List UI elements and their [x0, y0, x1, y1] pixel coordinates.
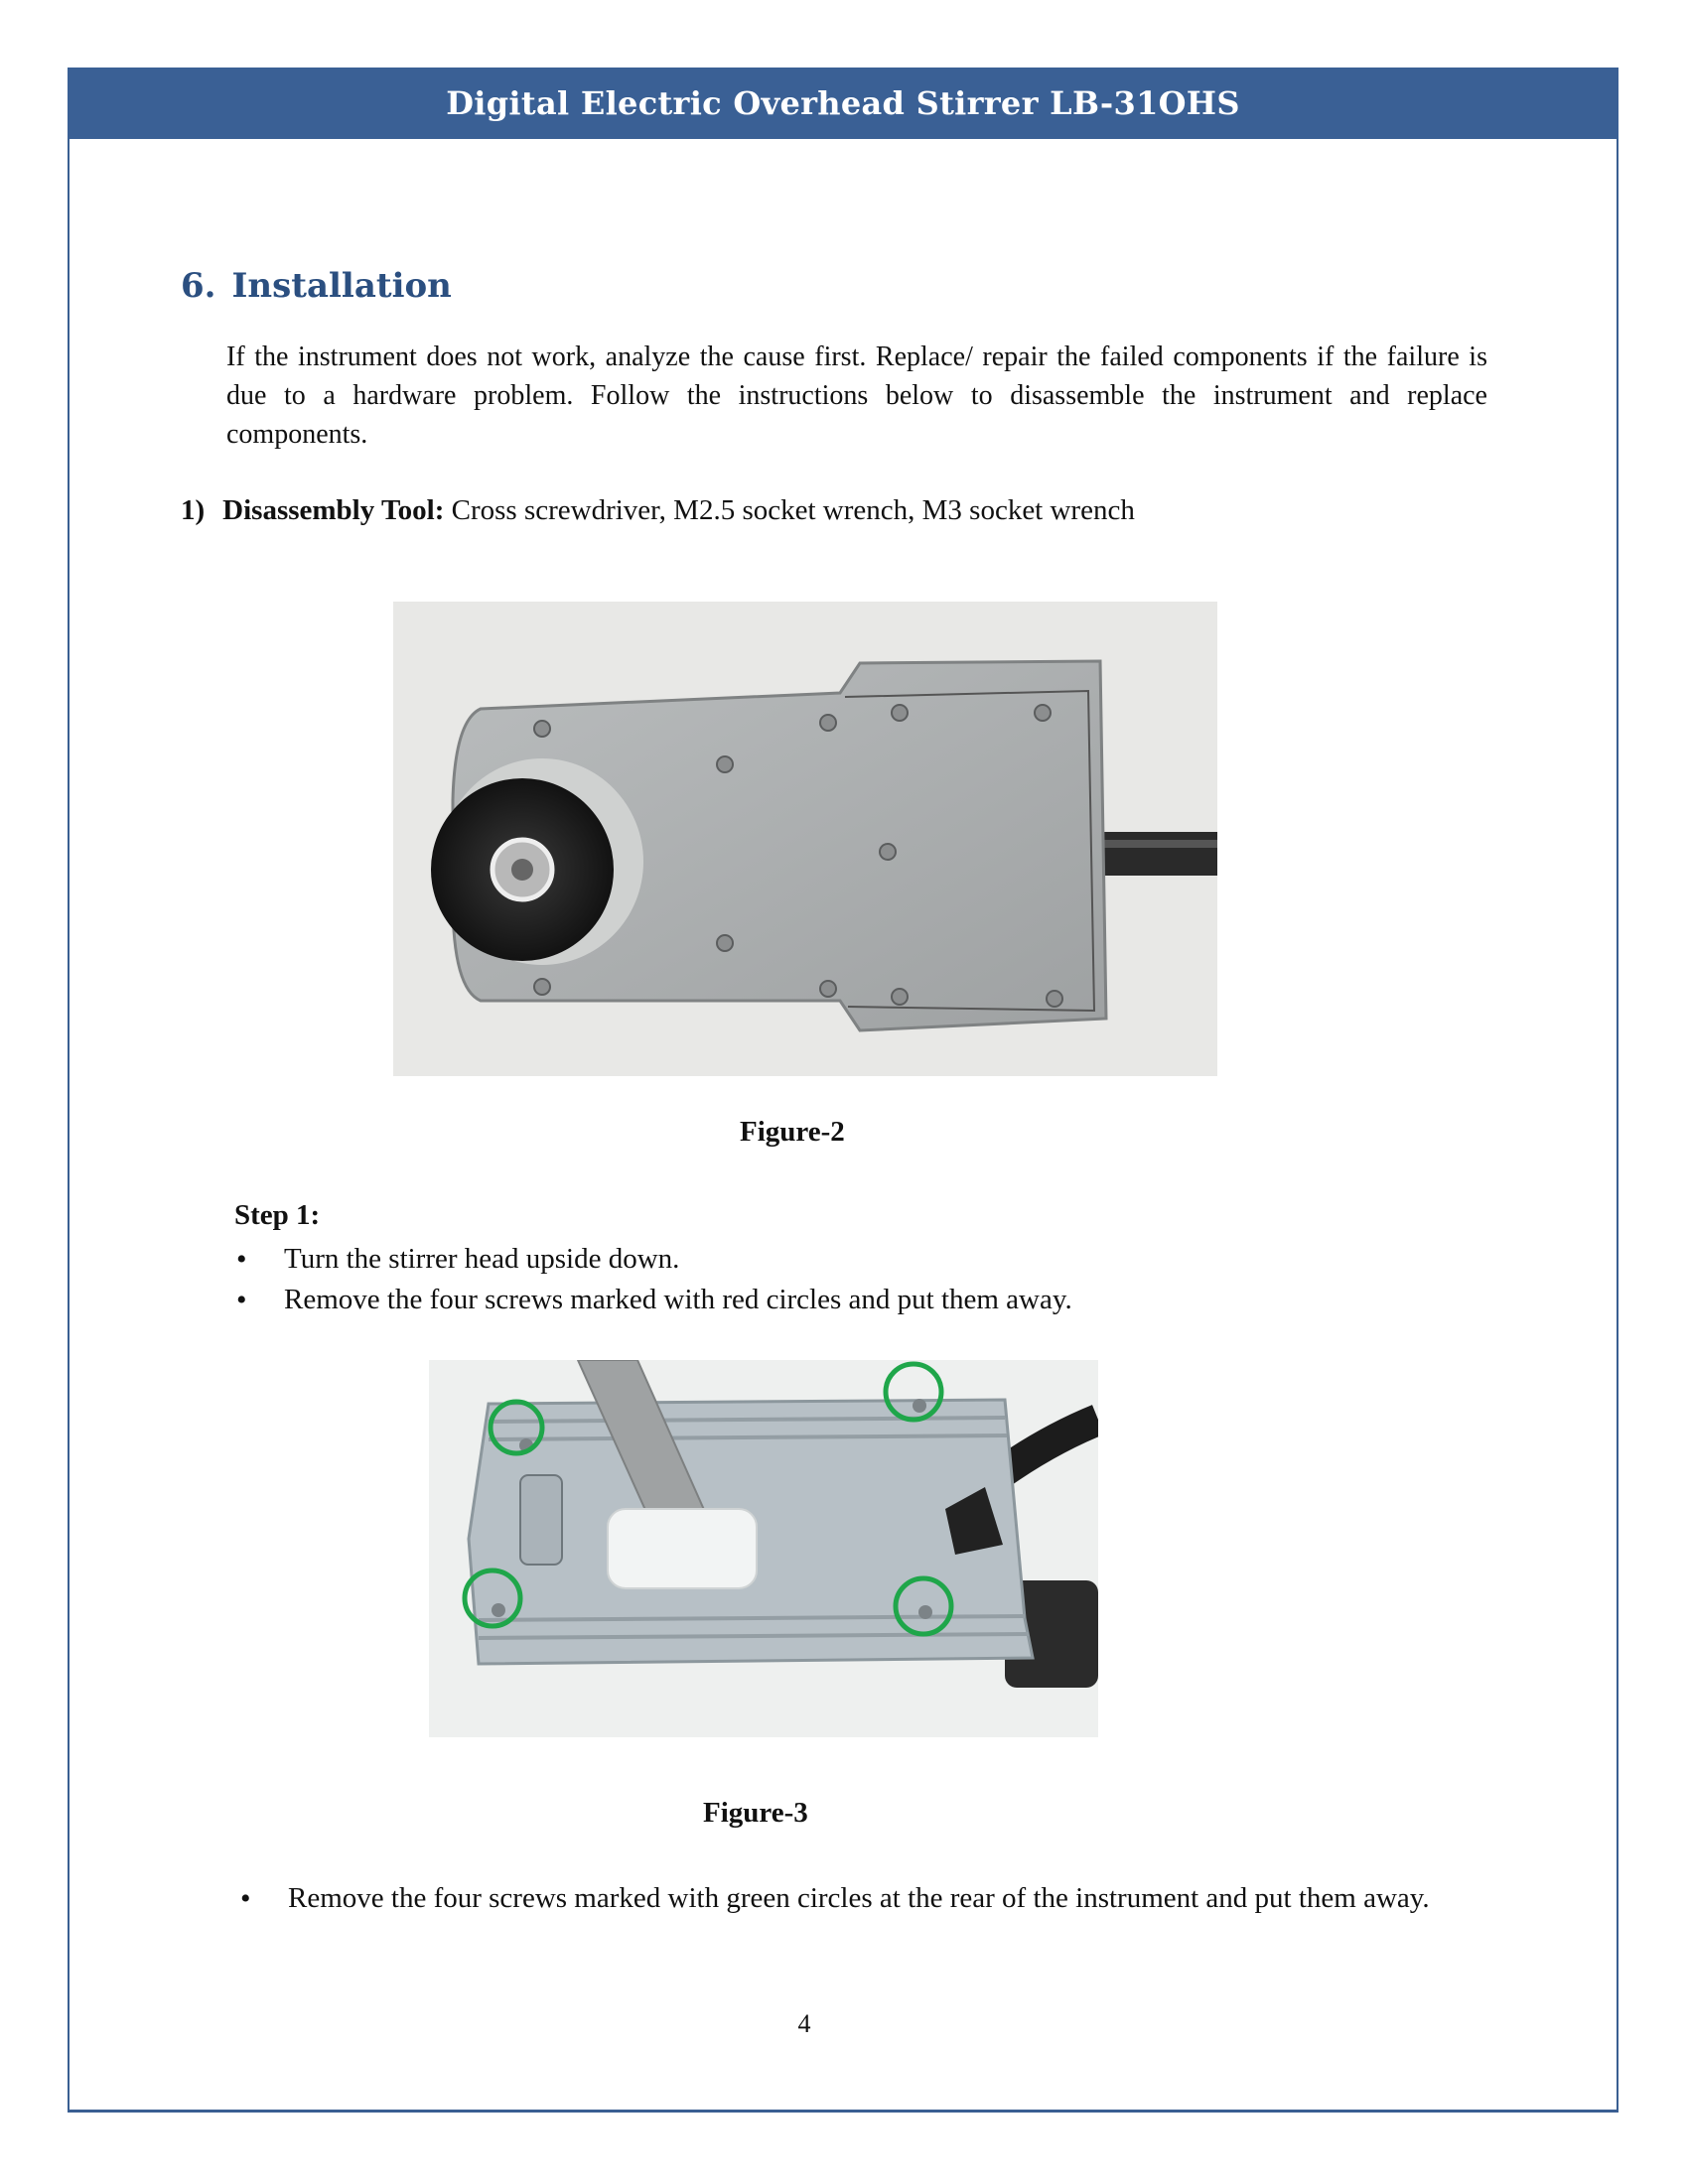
list-item: • Remove the four screws marked with red circles and put them away. — [234, 1280, 1426, 1320]
tools-line — [181, 494, 1135, 527]
figure-3-photo — [429, 1360, 1098, 1737]
tools-label: Disassembly Tool: — [222, 494, 445, 526]
figure-2-caption: Figure-2 — [740, 1116, 845, 1148]
figure-2-photo — [393, 602, 1217, 1076]
header-title: Digital Electric Overhead Stirrer LB-31OHS — [446, 84, 1240, 122]
document-header — [68, 68, 1618, 139]
section-number: 6. — [181, 266, 216, 306]
tools-text: Cross screwdriver, M2.5 socket wrench, M3 socket wrench — [451, 494, 1135, 526]
section-heading — [181, 266, 452, 306]
step-1-title: Step 1: — [234, 1199, 321, 1231]
step-1-bullets — [234, 1239, 1426, 1320]
list-item: • Turn the stirrer head upside down. — [234, 1239, 1426, 1280]
rear-screws-bullets — [238, 1878, 1450, 1919]
section-title: Installation — [231, 266, 452, 306]
figure-3-caption: Figure-3 — [703, 1797, 808, 1829]
page-number: 4 — [797, 2009, 811, 2038]
stirrer-head-top-illustration — [393, 602, 1217, 1076]
list-item: • Remove the four screws marked with green circles at the rear of the instrument and put them away. — [238, 1878, 1450, 1919]
stirrer-rear-illustration — [429, 1360, 1098, 1737]
intro-paragraph: If the instrument does not work, analyze the cause first. Replace/ repair the failed components if the failure is due to a hardware problem. Follow the instructions below to disassemble the instrument and replace components. — [226, 341, 1487, 450]
tools-number: 1) — [181, 494, 206, 526]
